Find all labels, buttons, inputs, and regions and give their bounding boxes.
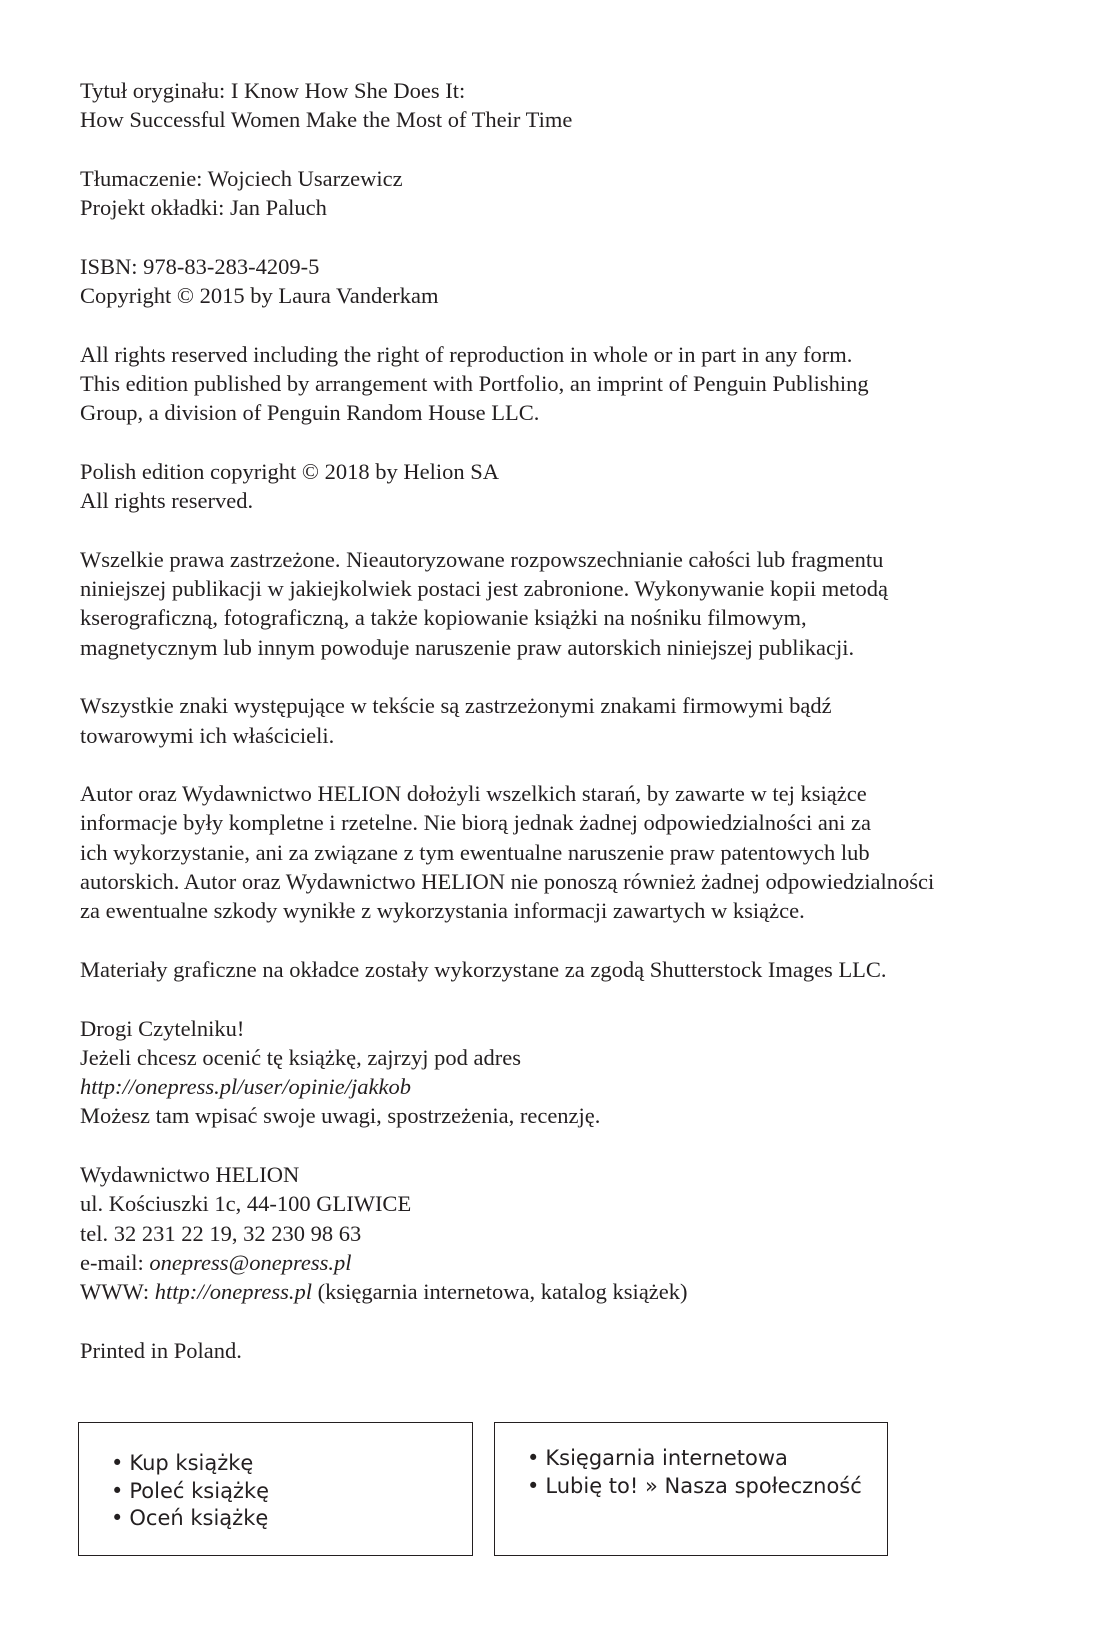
publisher-name: Wydawnictwo HELION xyxy=(80,1161,300,1187)
review-url-link[interactable]: http://onepress.pl/user/opinie/jakkob xyxy=(80,1074,411,1100)
promo-boxes xyxy=(78,1422,888,1558)
liability-line-4: autorskich. Autor oraz Wydawnictwo HELION nie ponoszą również żadnej odpowiedzialności xyxy=(80,869,935,895)
liability-block xyxy=(80,779,1040,925)
community-label: Lubię to! » Nasza społeczność xyxy=(545,1473,862,1498)
polish-edition-line-2: All rights reserved. xyxy=(80,488,254,514)
publisher-phone: tel. 32 231 22 19, 32 230 98 63 xyxy=(80,1220,362,1246)
book-actions-box xyxy=(78,1422,473,1556)
rights-en-line-2: This edition published by arrangement with Portfolio, an imprint of Penguin Publishing xyxy=(80,370,869,396)
community-link[interactable] xyxy=(527,1473,887,1501)
credits-block xyxy=(80,164,1040,223)
recommend-book-label: Poleć książkę xyxy=(129,1478,270,1503)
www-link[interactable]: http://onepress.pl xyxy=(154,1279,313,1305)
trademarks-block xyxy=(80,691,1040,750)
online-bookstore-link[interactable] xyxy=(527,1445,887,1473)
reader-greeting: Drogi Czytelniku! xyxy=(80,1015,245,1041)
original-title-block xyxy=(80,76,1040,135)
isbn-line: ISBN: 978-83-283-4209-5 xyxy=(80,253,320,279)
recommend-book-link[interactable] xyxy=(111,1478,472,1506)
graphics-credit-line: Materiały graficzne na okładce zostały wykorzystane za zgodą Shutterstock Images LLC. xyxy=(80,956,887,982)
polish-edition-block xyxy=(80,457,1040,516)
original-title-line-2: How Successful Women Make the Most of Their Time xyxy=(80,107,573,133)
isbn-block xyxy=(80,252,1040,311)
rights-en-line-3: Group, a division of Penguin Random House LLC. xyxy=(80,400,540,426)
rights-pl-line-3: kserograficzną, fotograficzną, a także kopiowanie książki na nośniku filmowym, xyxy=(80,605,807,631)
polish-edition-line-1: Polish edition copyright © 2018 by Helion SA xyxy=(80,458,499,484)
buy-book-label: Kup książkę xyxy=(129,1451,254,1475)
community-box xyxy=(494,1422,888,1556)
publisher-www-line xyxy=(80,1277,1040,1306)
rate-book-link[interactable] xyxy=(111,1505,472,1533)
online-bookstore-label: Księgarnia internetowa xyxy=(545,1446,788,1470)
trademarks-line-1: Wszystkie znaki występujące w tekście są zastrzeżonymi znakami firmowymi bądź xyxy=(80,693,832,719)
rate-book-label: Oceń książkę xyxy=(129,1506,269,1530)
rights-pl-line-1: Wszelkie prawa zastrzeżone. Nieautoryzowane rozpowszechnianie całości lub fragmentu xyxy=(80,546,884,572)
bullet-marker: • xyxy=(527,1446,540,1470)
rights-pl-line-2: niniejszej publikacji w jakiejkolwiek postaci jest zabronione. Wykonywanie kopii metodą xyxy=(80,576,889,602)
www-label: WWW: xyxy=(80,1279,155,1305)
rights-english-block xyxy=(80,340,1040,428)
bullet-marker: • xyxy=(111,1451,124,1475)
publisher-email-line xyxy=(80,1248,1040,1277)
email-link[interactable]: onepress@onepress.pl xyxy=(149,1249,352,1275)
original-title-line-1: Tytuł oryginału: I Know How She Does It: xyxy=(80,78,466,103)
cover-designer-line: Projekt okładki: Jan Paluch xyxy=(80,195,327,221)
rights-en-line-1: All rights reserved including the right of reproduction in whole or in part in any form. xyxy=(80,341,853,367)
trademarks-line-2: towarowymi ich właścicieli. xyxy=(80,722,335,748)
rights-pl-line-4: magnetycznym lub innym powoduje naruszenie praw autorskich niniejszej publikacji. xyxy=(80,634,855,660)
bullet-marker: • xyxy=(111,1478,124,1503)
liability-line-5: za ewentualne szkody wynikłe z wykorzystania informacji zawartych w książce. xyxy=(80,898,805,924)
publisher-address: ul. Kościuszki 1c, 44-100 GLIWICE xyxy=(80,1191,412,1217)
printed-in-line: Printed in Poland. xyxy=(80,1337,242,1363)
liability-line-3: ich wykorzystanie, ani za związane z tym ewentualne naruszenie praw patentowych lub xyxy=(80,839,870,865)
reader-block xyxy=(80,1014,1040,1131)
bullet-marker: • xyxy=(527,1473,540,1498)
rights-polish-block xyxy=(80,545,1040,662)
copyright-page xyxy=(80,76,1040,1394)
reader-note: Możesz tam wpisać swoje uwagi, spostrzeżenia, recenzję. xyxy=(80,1103,601,1129)
email-label: e-mail: xyxy=(80,1249,150,1275)
translator-line: Tłumaczenie: Wojciech Usarzewicz xyxy=(80,165,403,191)
reader-prompt: Jeżeli chcesz ocenić tę książkę, zajrzyj pod adres xyxy=(80,1044,522,1070)
bullet-marker: • xyxy=(111,1506,124,1530)
publisher-block xyxy=(80,1160,1040,1306)
graphics-credit-block xyxy=(80,955,1040,984)
copyright-line: Copyright © 2015 by Laura Vanderkam xyxy=(80,283,439,309)
www-suffix: (księgarnia internetowa, katalog książek) xyxy=(312,1279,688,1305)
buy-book-link[interactable] xyxy=(111,1450,472,1478)
liability-line-2: informacje były kompletne i rzetelne. Nie biorą jednak żadnej odpowiedzialności ani za xyxy=(80,810,871,836)
reader-url-line xyxy=(80,1072,1040,1101)
liability-line-1: Autor oraz Wydawnictwo HELION dołożyli wszelkich starań, by zawarte w tej książce xyxy=(80,781,867,807)
printed-block xyxy=(80,1336,1040,1365)
